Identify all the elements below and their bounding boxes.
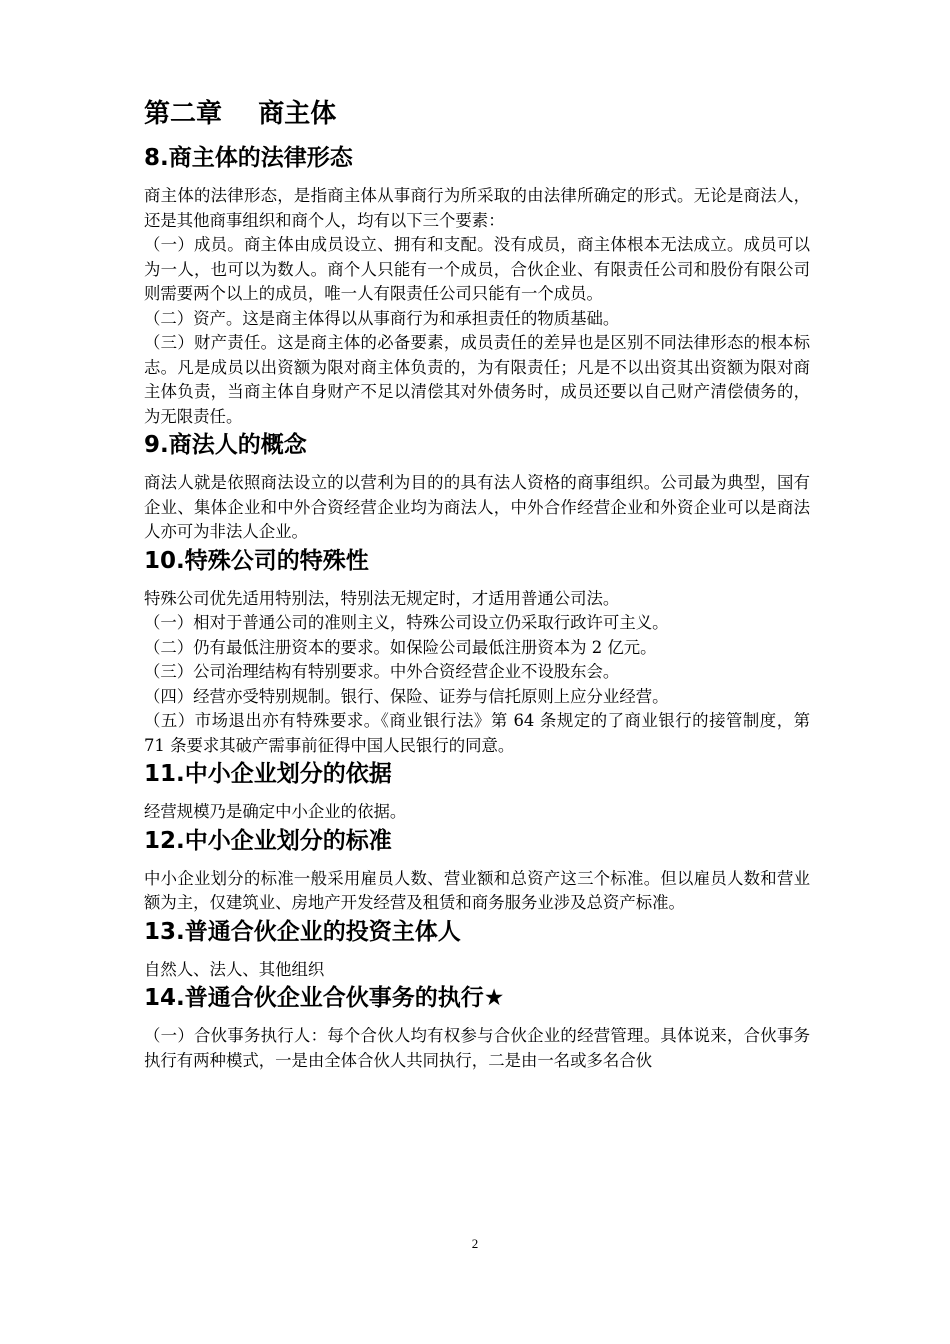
section-heading: 11.中小企业划分的依据 <box>144 761 392 787</box>
section <box>144 429 810 545</box>
section-heading: 12.中小企业划分的标准 <box>144 827 392 854</box>
section-heading: 14.普通合伙企业合伙事务的执行★ <box>144 985 505 1011</box>
paragraph: （三）财产责任。这是商主体的必备要素，成员责任的差异也是区别不同法律形态的根本标志。凡是成员以出资额为限对商主体负责的，为有限责任；凡是不以出资其出资额为限对商主体负责，当商主体自身财产不足以清偿其对外债务时，成员还要以自己财产清偿债务的，为无限责任。 <box>144 333 810 426</box>
paragraph: 经营规模乃是确定中小企业的依据。 <box>144 802 407 821</box>
section-heading: 9.商法人的概念 <box>144 432 307 458</box>
section-heading: 13.普通合伙企业的投资主体人 <box>144 918 461 945</box>
paragraph: （五）市场退出亦有特殊要求。《商业银行法》第 64 条规定的了商业银行的接管制度，第 71 条要求其破产需事前征得中国人民银行的同意。 <box>144 711 810 755</box>
page-content <box>144 92 810 1073</box>
paragraph: 商法人就是依照商法设立的以营利为目的的具有法人资格的商事组织。公司最为典型，国有企业、集体企业和中外合资经营企业均为商法人，中外合作经营企业和外资企业可以是商法人亦可为非法人企业。 <box>144 473 810 541</box>
paragraph: （一）成员。商主体由成员设立、拥有和支配。没有成员，商主体根本无法成立。成员可以为一人，也可以为数人。商个人只能有一个成员，合伙企业、有限责任公司和股份有限公司则需要两个以上的成员，唯一人有限责任公司只能有一个成员。 <box>144 235 810 303</box>
page-number: 2 <box>471 1236 479 1251</box>
paragraph: （二）仍有最低注册资本的要求。如保险公司最低注册资本为 2 亿元。 <box>144 637 657 657</box>
section <box>144 545 810 759</box>
paragraph: （一）相对于普通公司的准则主义，特殊公司设立仍采取行政许可主义。 <box>144 613 669 632</box>
paragraph: 自然人、法人、其他组织 <box>144 959 325 979</box>
sections-container <box>144 142 810 1073</box>
paragraph: 商主体的法律形态，是指商主体从事商行为所采取的由法律所确定的形式。无论是商法人，还是其他商事组织和商个人，均有以下三个要素： <box>144 186 810 230</box>
paragraph: 特殊公司优先适用特别法，特别法无规定时，才适用普通公司法。 <box>144 588 620 608</box>
chapter-title: 第二章 商主体 <box>144 99 337 129</box>
paragraph: （一）合伙事务执行人：每个合伙人均有权参与合伙企业的经营管理。具体说来，合伙事务执行有两种模式，一是由全体合伙人共同执行，二是由一名或多名合伙 <box>144 1026 810 1070</box>
section-heading: 10.特殊公司的特殊性 <box>144 547 369 574</box>
section <box>144 825 810 916</box>
section <box>144 982 810 1073</box>
section <box>144 916 810 983</box>
paragraph: （四）经营亦受特别规制。银行、保险、证券与信托原则上应分业经营。 <box>144 686 669 706</box>
paragraph: 中小企业划分的标准一般采用雇员人数、营业额和总资产这三个标准。但以雇员人数和营业额为主，仅建筑业、房地产开发经营及租赁和商务服务业涉及总资产标准。 <box>144 868 810 912</box>
section <box>144 758 810 825</box>
section <box>144 142 810 429</box>
section-heading: 8.商主体的法律形态 <box>144 145 353 171</box>
paragraph: （三）公司治理结构有特别要求。中外合资经营企业不设股东会。 <box>144 662 620 681</box>
paragraph: （二）资产。这是商主体得以从事商行为和承担责任的物质基础。 <box>144 308 620 328</box>
